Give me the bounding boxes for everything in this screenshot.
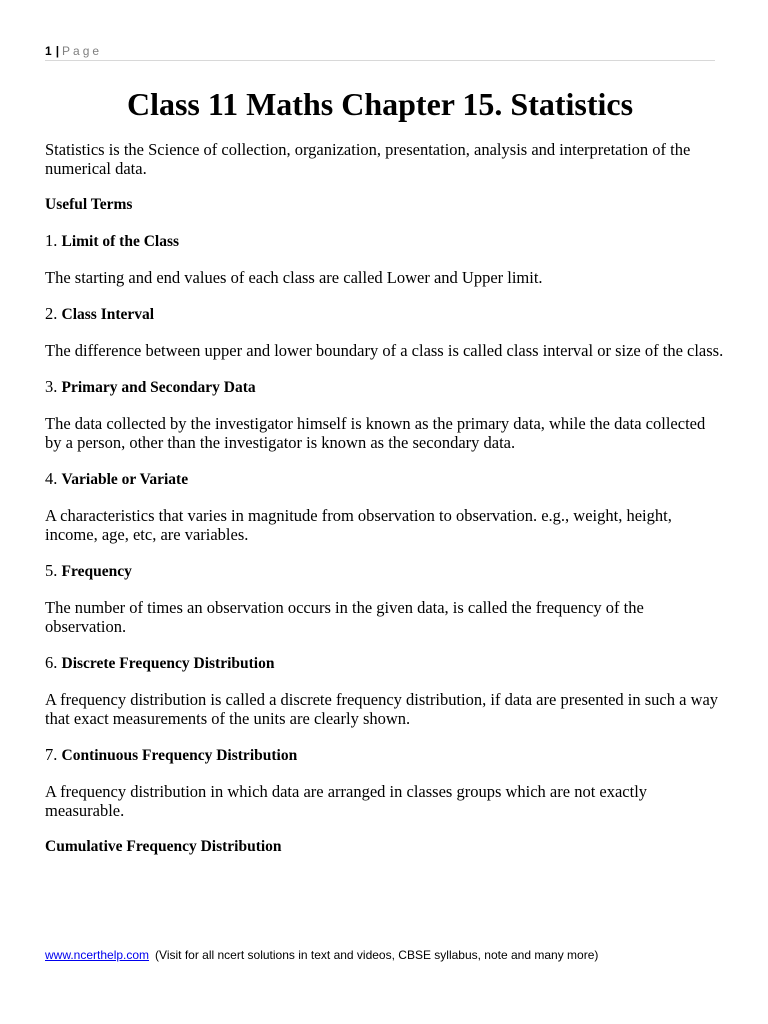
term-heading (45, 561, 725, 581)
term-number: 4. (45, 469, 58, 488)
term-number: 2. (45, 304, 58, 323)
term-title: Discrete Frequency Distribution (61, 655, 275, 672)
term-definition: The starting and end values of each class are called Lower and Upper limit. (45, 268, 543, 287)
page-separator: | (55, 44, 60, 58)
document-body (45, 140, 725, 873)
term-definition: A frequency distribution in which data are arranged in classes groups which are not exactly measurable. (45, 782, 648, 820)
term-heading (45, 304, 725, 324)
term-heading (45, 653, 725, 673)
term-definition: The number of times an observation occurs in the given data, is called the frequency of the observation. (45, 598, 644, 636)
term-number: 7. (45, 745, 58, 764)
term-heading (45, 231, 725, 251)
term-title: Frequency (61, 563, 132, 580)
website-link[interactable]: www.ncerthelp.com (45, 948, 150, 962)
term-definition: A characteristics that varies in magnitude from observation to observation. e.g., weight, height, income, age, etc, are variables. (45, 506, 672, 544)
term-heading (45, 469, 725, 489)
page-label: Page (62, 44, 103, 58)
term-number: 3. (45, 377, 58, 396)
term-number: 6. (45, 653, 58, 672)
page-number: 1 (45, 44, 52, 58)
term-number: 1. (45, 231, 58, 250)
intro-paragraph: Statistics is the Science of collection, organization, presentation, analysis and interpretation of the numerical data. (45, 140, 691, 178)
cumulative-heading: Cumulative Frequency Distribution (45, 838, 282, 855)
term-heading (45, 745, 725, 765)
footer-note: (Visit for all ncert solutions in text and videos, CBSE syllabus, note and many more) (155, 948, 599, 962)
term-definition: The difference between upper and lower boundary of a class is called class interval or size of the class. (45, 341, 724, 360)
term-title: Limit of the Class (61, 233, 180, 250)
document-title: Class 11 Maths Chapter 15. Statistics (126, 86, 634, 122)
term-definition: A frequency distribution is called a discrete frequency distribution, if data are presented in such a way that exact measurements of the units are clearly shown. (45, 690, 719, 728)
term-title: Continuous Frequency Distribution (61, 747, 298, 764)
term-number: 5. (45, 561, 58, 580)
page-footer (45, 946, 745, 964)
term-title: Class Interval (61, 306, 155, 323)
term-heading (45, 377, 725, 397)
term-title: Primary and Secondary Data (61, 379, 256, 396)
page-header (45, 42, 715, 61)
term-title: Variable or Variate (61, 471, 189, 488)
term-definition: The data collected by the investigator himself is known as the primary data, while the data collected by a person, other than the investigator is known as the secondary data. (45, 414, 706, 452)
useful-terms-heading: Useful Terms (45, 196, 133, 213)
